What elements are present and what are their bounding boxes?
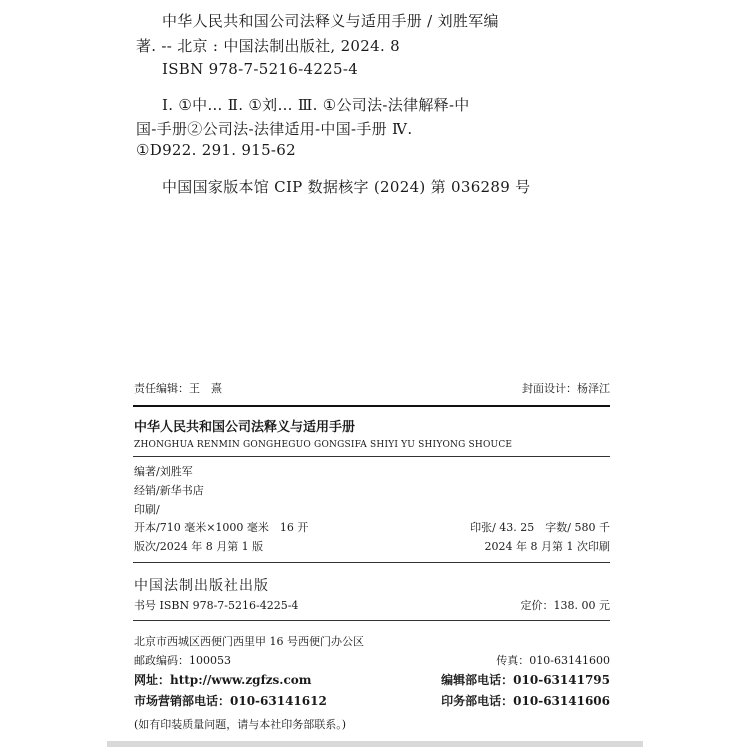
cip-classification-line-1: Ⅰ. ①中… Ⅱ. ①刘… Ⅲ. ①公司法-法律解释-中	[162, 96, 470, 114]
publisher-address: 北京市西城区西便门西里甲 16 号西便门办公区	[134, 635, 364, 648]
cip-record-number: 中国国家版本馆 CIP 数据核字 (2024) 第 036289 号	[162, 178, 531, 196]
editorial-phone: 编辑部电话：010-63141795	[441, 673, 610, 687]
distributor: 经销/新华书店	[134, 484, 204, 497]
publisher-name: 中国法制出版社出版	[134, 578, 269, 594]
marketing-phone: 市场营销部电话：010-63141612	[134, 694, 327, 708]
cip-classification-line-3: ①D922. 291. 915-62	[136, 141, 296, 159]
responsible-editor: 责任编辑：王 熹	[134, 382, 222, 395]
website: 网址：http://www.zgfzs.com	[134, 673, 312, 687]
sheets-and-words: 印张/ 43. 25 字数/ 580 千	[470, 521, 610, 534]
divider	[133, 405, 610, 407]
book-title-pinyin: ZHONGHUA RENMIN GONGHEGUO GONGSIFA SHIYI YU SHIYONG SHOUCE	[134, 440, 513, 450]
author-credit: 编著/刘胜军	[134, 465, 193, 478]
printer: 印刷/	[134, 503, 160, 516]
bottom-shadow	[107, 741, 643, 747]
fax: 传真：010-63141600	[496, 654, 610, 667]
divider	[133, 562, 610, 563]
book-number: 书号 ISBN 978-7-5216-4225-4	[134, 599, 299, 612]
edition: 版次/2024 年 8 月第 1 版	[134, 540, 264, 553]
book-format: 开本/710 毫米×1000 毫米 16 开	[134, 521, 309, 534]
cip-isbn: ISBN 978-7-5216-4225-4	[162, 60, 359, 78]
quality-notice: (如有印装质量问题，请与本社印务部联系。)	[134, 718, 347, 731]
printing-dept-phone: 印务部电话：010-63141606	[441, 694, 610, 708]
price: 定价：138. 00 元	[520, 599, 610, 612]
cip-classification-line-2: 国-手册②公司法-法律适用-中国-手册 Ⅳ.	[136, 120, 413, 138]
divider	[133, 456, 610, 457]
cip-title-line: 中华人民共和国公司法释义与适用手册 / 刘胜军编	[162, 12, 499, 30]
postcode: 邮政编码：100053	[134, 654, 231, 667]
book-title: 中华人民共和国公司法释义与适用手册	[134, 420, 356, 435]
cip-publisher-line: 著. -- 北京 : 中国法制出版社, 2024. 8	[136, 37, 400, 55]
cover-designer: 封面设计：杨泽江	[522, 382, 610, 395]
divider	[133, 620, 610, 621]
printing: 2024 年 8 月第 1 次印刷	[484, 540, 610, 553]
